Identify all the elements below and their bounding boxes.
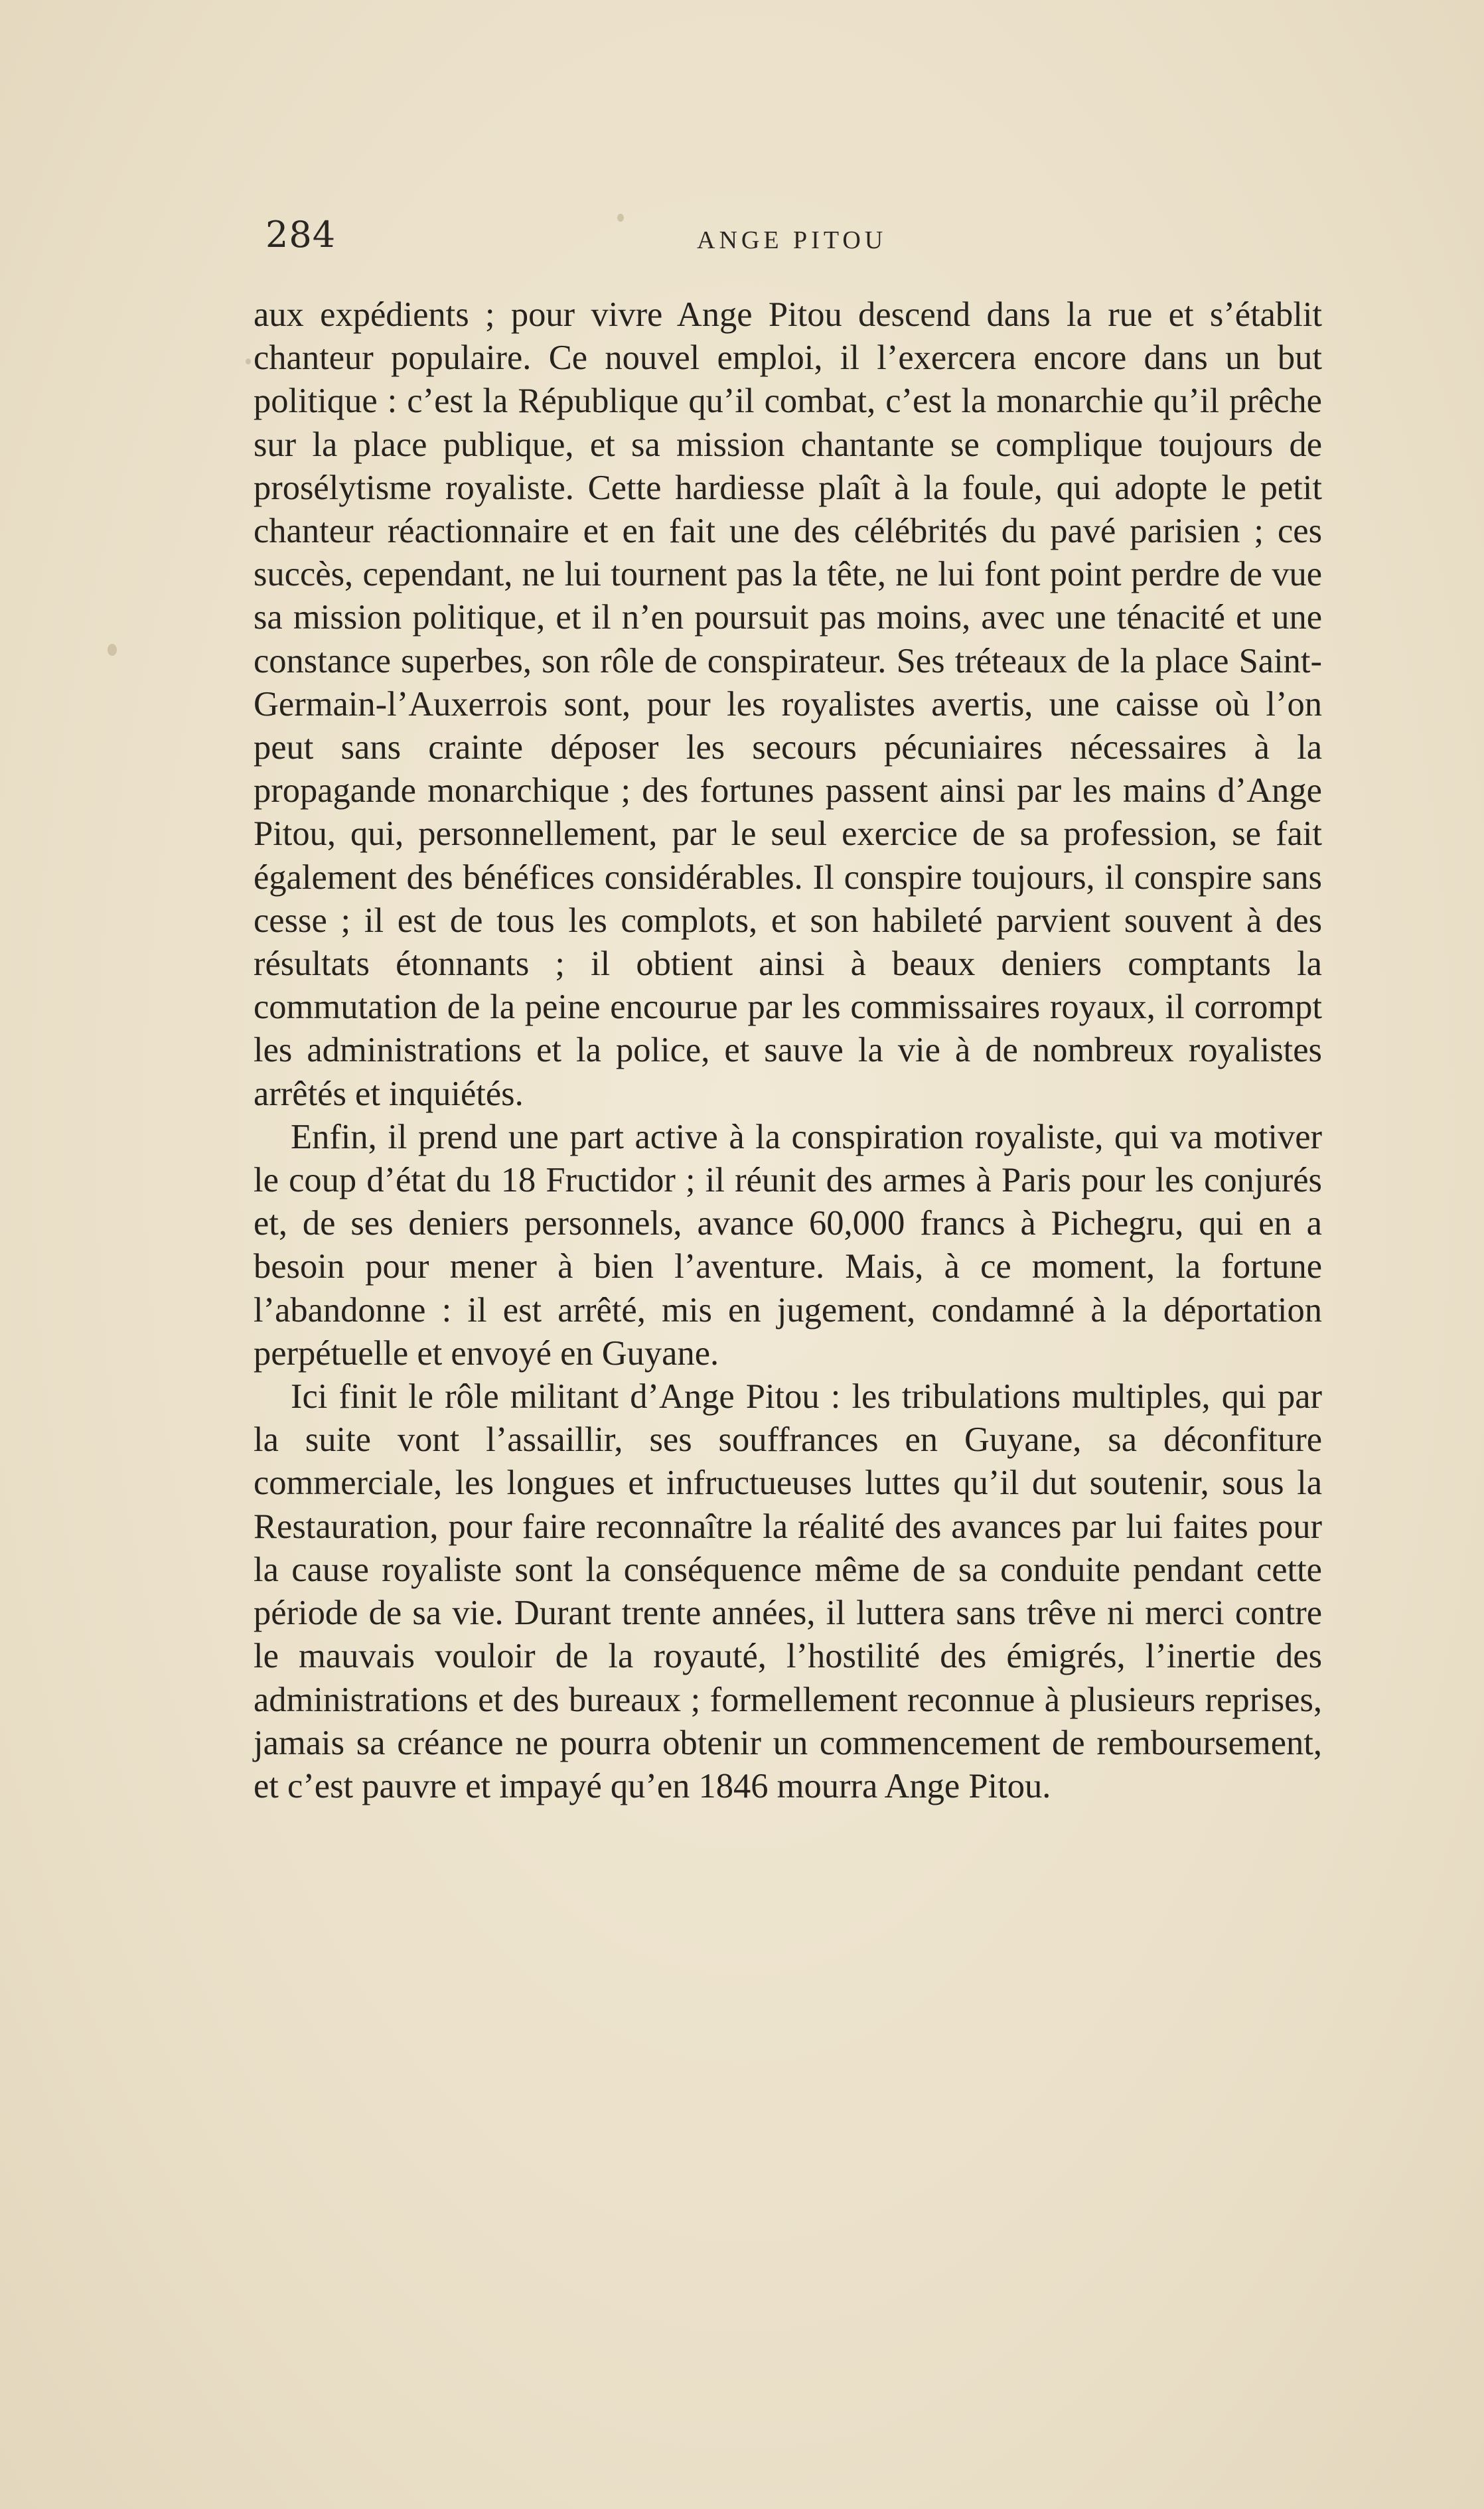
body-text (254, 293, 1322, 1808)
paragraph: Ici finit le rôle militant d’Ange Pitou : les tribulations multiples, qui par la suite vont l’assaillir, ses souffrances en Guyane, sa déconfiture commerciale, les longues et infructueuses luttes qu’il dut soutenir, sous la Restauration, pour faire reconnaître la réalité des avances par lui faites pour la cause royaliste sont la conséquence même de sa conduite pendant cette période de sa vie. Durant trente années, il luttera sans trêve ni merci contre le mauvais vouloir de la royauté, l’hostilité des émigrés, l’inertie des administrations et des bureaux ; formellement reconnue à plusieurs reprises, jamais sa créance ne pourra obtenir un commencement de remboursement, et c’est pauvre et impayé qu’en 1846 mourra Ange Pitou. (254, 1377, 1322, 1805)
running-title: ANGE PITOU (697, 226, 887, 254)
paper-foxing-spot (617, 214, 624, 222)
paper-foxing-spot (108, 644, 117, 656)
paper-foxing-spot (246, 358, 251, 364)
paragraph: Enfin, il prend une part active à la conspiration royaliste, qui va motiver le coup d’état du 18 Fructidor ; il réunit des armes à Paris pour les conjurés et, de ses deniers personnels, avance 60,000 francs à Pichegru, qui en a besoin pour mener à bien l’aventure. Mais, à ce moment, la fortune l’abandonne : il est arrêté, mis en jugement, condamné à la déportation perpétuelle et envoyé en Guyane. (254, 1117, 1322, 1373)
page-number: 284 (265, 214, 336, 256)
paragraph: aux expédients ; pour vivre Ange Pitou descend dans la rue et s’établit chanteur populaire. Ce nouvel emploi, il l’exercera encore dans un but politique : c’est la République qu’il combat, c’est la monarchie qu’il prêche sur la place publique, et sa mission chantante se complique toujours de prosélytisme royaliste. Cette hardiesse plaît à la foule, qui adopte le petit chanteur réactionnaire et en fait une des célébrités du pavé parisien ; ces succès, cependant, ne lui tournent pas la tête, ne lui font point perdre de vue sa mission politique, et il n’en poursuit pas moins, avec une ténacité et une constance superbes, son rôle de conspirateur. Ses tréteaux de la place Saint-Germain-l’Auxerrois sont, pour les royalistes avertis, une caisse où l’on peut sans crainte déposer les secours pécuniaires nécessaires à la propagande monarchique ; des fortunes passent ainsi par les mains d’Ange Pitou, qui, personnellement, par le seul exercice de sa profession, se fait également des bénéfices considérables. Il conspire toujours, il conspire sans cesse ; il est de tous les complots, et son habileté parvient souvent à des résultats étonnants ; il obtient ainsi à beaux deniers comptants la commutation de la peine encourue par les commissaires royaux, il corrompt les administrations et la police, et sauve la vie à de nombreux royalistes arrêtés et inquiétés. (254, 295, 1322, 1113)
